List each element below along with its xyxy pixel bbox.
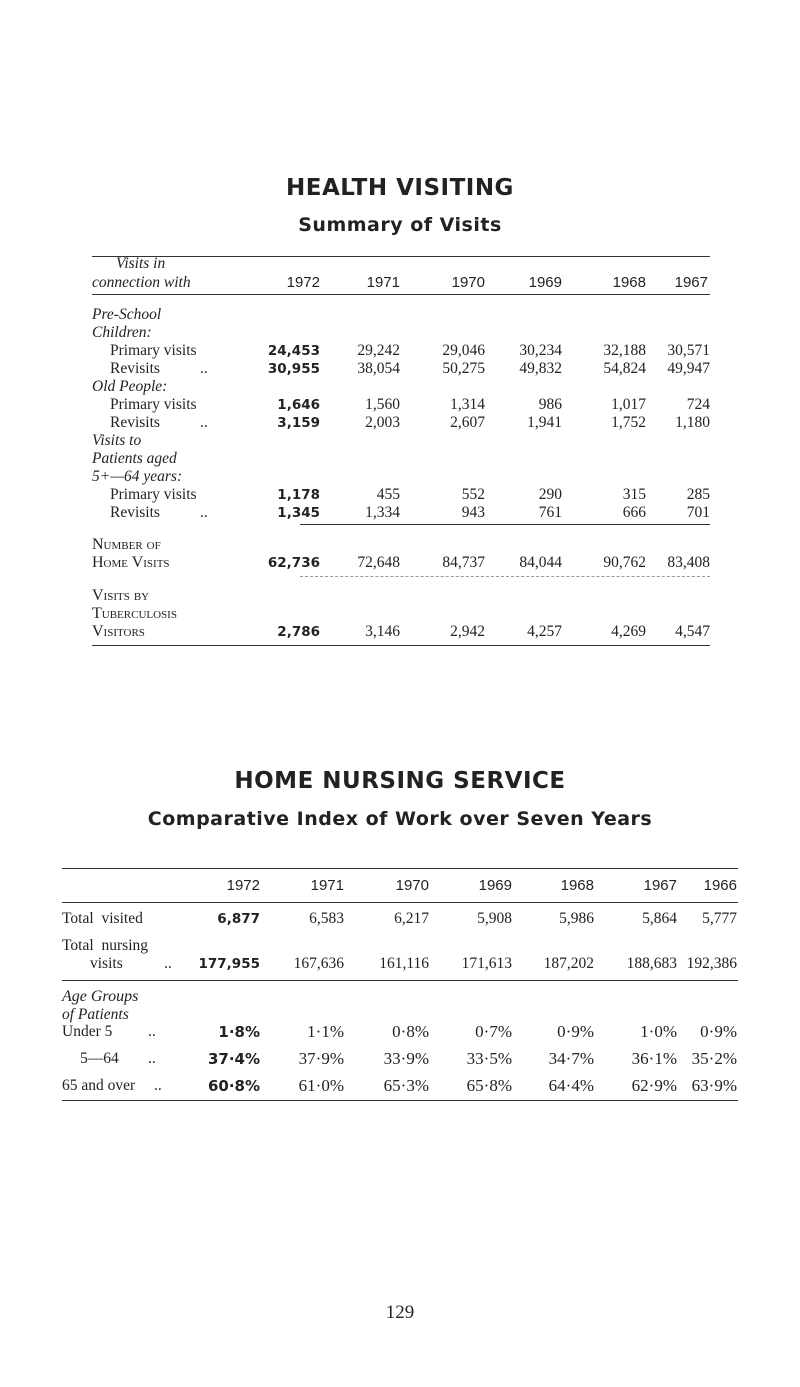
row-pt-primary-1971: 455: [376, 486, 400, 503]
total-visited-1970: 6,217: [394, 910, 429, 927]
row-pt-revisits-1971: 1,334: [365, 504, 400, 521]
tb-visits-1971: 3,146: [365, 623, 400, 640]
total-nursing-label-line2: visits: [90, 955, 123, 972]
tb-visits-1968: 4,269: [611, 623, 646, 640]
age-65over-1967: 62·9%: [631, 1076, 677, 1095]
total-nursing-1966: 192,386: [686, 955, 737, 972]
age-65over-1970: 65·3%: [383, 1076, 429, 1095]
home-visits-1971: 72,648: [357, 554, 400, 571]
total-visited-1966: 5,777: [702, 910, 737, 927]
row-ps-revisits-label: Revisits: [110, 360, 160, 377]
age-under5-1972: 1·8%: [218, 1023, 260, 1041]
row-op-primary-1971: 1,560: [365, 396, 400, 413]
row-ps-revisits-1969: 49,832: [519, 360, 562, 377]
group-old-people: Old People:: [92, 378, 168, 395]
age-groups-header-line2: of Patients: [62, 1006, 129, 1023]
table1-year-1970: 1970: [451, 274, 485, 291]
row-ps-revisits-1970: 50,275: [442, 360, 485, 377]
home-visits-1969: 84,044: [519, 554, 562, 571]
table1-rule-before-home-visits: [300, 524, 710, 525]
row-ps-revisits-1972: 30,955: [267, 361, 320, 377]
row-pt-primary-1969: 290: [538, 486, 562, 503]
table1-bottom-rule: [92, 645, 710, 646]
row-ps-primary-1970: 29,046: [442, 342, 485, 359]
row-pt-revisits-1969: 761: [538, 504, 562, 521]
home-visits-1968: 90,762: [603, 554, 646, 571]
row-ps-revisits-1968: 54,824: [603, 360, 646, 377]
row-pt-revisits-1968: 666: [622, 504, 646, 521]
total-visited-1971: 6,583: [309, 910, 344, 927]
home-visits-1967: 83,408: [667, 554, 710, 571]
age-5to64-1972: 37·4%: [207, 1050, 260, 1068]
age-65over-1971: 61·0%: [298, 1076, 344, 1095]
group-patients-line1: Visits to: [92, 432, 142, 449]
tb-visits-label-line2: Tuberculosis: [92, 605, 177, 622]
age-under5-label: Under 5: [62, 1023, 113, 1040]
age-5to64-1968: 34·7%: [548, 1049, 594, 1068]
group-preschool-line1: Pre-School: [92, 306, 162, 323]
age-under5-1968: 0·9%: [557, 1022, 594, 1041]
age-under5-1969: 0·7%: [475, 1022, 512, 1041]
row-op-primary-label: Primary visits: [110, 396, 197, 413]
group-patients-line2: Patients aged: [92, 450, 177, 467]
age-65over-dots: ..: [154, 1077, 162, 1094]
health-visiting-title: HEALTH VISITING: [286, 175, 514, 201]
age-under5-1970: 0·8%: [392, 1022, 429, 1041]
tb-visits-1972: 2,786: [277, 624, 320, 640]
age-5to64-1971: 37·9%: [298, 1049, 344, 1068]
age-5to64-1970: 33·9%: [383, 1049, 429, 1068]
tb-visits-1969: 4,257: [527, 623, 562, 640]
table1-year-1972: 1972: [286, 274, 320, 291]
age-5to64-1966: 35·2%: [691, 1049, 737, 1068]
age-under5-dots: ..: [148, 1023, 156, 1040]
row-pt-revisits-dots: ..: [200, 504, 208, 521]
total-visited-1969: 5,908: [477, 910, 512, 927]
age-65over-1972: 60·8%: [207, 1077, 260, 1095]
table2-year-1966: 1966: [703, 877, 737, 894]
row-ps-revisits-1967: 49,947: [667, 360, 710, 377]
age-5to64-label: 5—64: [80, 1050, 119, 1067]
page-number: 129: [385, 1302, 415, 1323]
age-65over-1966: 63·9%: [691, 1076, 737, 1095]
age-65over-label: 65 and over: [62, 1077, 136, 1094]
row-op-primary-1969: 986: [538, 396, 562, 413]
row-op-primary-1970: 1,314: [450, 396, 485, 413]
row-ps-primary-1969: 30,234: [519, 342, 562, 359]
row-op-primary-1972: 1,646: [277, 397, 320, 413]
total-visited-label: Total visited: [62, 910, 143, 927]
table1-header-label-line1: Visits in: [116, 255, 166, 272]
row-pt-primary-1972: 1,178: [277, 487, 320, 503]
table2-year-1971: 1971: [310, 877, 344, 894]
total-nursing-1971: 167,636: [293, 955, 344, 972]
age-under5-1967: 1·0%: [640, 1022, 677, 1041]
table2-year-1970: 1970: [395, 877, 429, 894]
row-pt-revisits-label: Revisits: [110, 504, 160, 521]
age-65over-1969: 65·8%: [466, 1076, 512, 1095]
age-5to64-dots: ..: [148, 1050, 156, 1067]
home-nursing-title: HOME NURSING SERVICE: [234, 768, 566, 794]
row-op-revisits-1967: 1,180: [675, 414, 710, 431]
total-nursing-1972: 177,955: [198, 956, 260, 972]
table2-year-1967: 1967: [643, 877, 677, 894]
home-visits-1972: 62,736: [267, 555, 320, 571]
row-ps-revisits-dots: ..: [200, 360, 208, 377]
home-nursing-subtitle: Comparative Index of Work over Seven Years: [147, 808, 653, 830]
age-65over-1968: 64·4%: [548, 1076, 594, 1095]
row-pt-primary-label: Primary visits: [110, 486, 197, 503]
row-pt-revisits-1970: 943: [461, 504, 485, 521]
row-op-revisits-1972: 3,159: [277, 415, 320, 431]
group-preschool-line2: Children:: [92, 324, 152, 341]
table1-year-1967: 1967: [674, 274, 708, 291]
row-op-revisits-1971: 2,003: [365, 414, 400, 431]
total-nursing-1970: 161,116: [379, 955, 429, 972]
table2-year-1972: 1972: [226, 877, 260, 894]
row-op-primary-1968: 1,017: [611, 396, 646, 413]
table1-year-1968: 1968: [612, 274, 646, 291]
row-pt-primary-1968: 315: [622, 486, 646, 503]
row-pt-primary-1970: 552: [461, 486, 485, 503]
row-ps-primary-1967: 30,571: [667, 342, 710, 359]
total-nursing-1969: 171,613: [461, 955, 512, 972]
table1-dashed-rule: [300, 576, 710, 577]
row-op-primary-1967: 724: [686, 396, 710, 413]
tb-visits-label-line1: Visits by: [92, 587, 150, 604]
table1-header-rule: [92, 294, 710, 295]
row-ps-primary-1971: 29,242: [357, 342, 400, 359]
table2-year-1968: 1968: [560, 877, 594, 894]
tb-visits-1970: 2,942: [450, 623, 485, 640]
row-ps-revisits-1971: 38,054: [357, 360, 400, 377]
tb-visits-label-line3: Visitors: [92, 623, 145, 640]
row-pt-revisits-1967: 701: [686, 504, 710, 521]
total-visited-1967: 5,864: [642, 910, 677, 927]
age-5to64-1967: 36·1%: [631, 1049, 677, 1068]
total-visited-1972: 6,877: [217, 911, 260, 927]
table1-year-1969: 1969: [528, 274, 562, 291]
table2-header-rule: [62, 902, 738, 903]
health-visiting-subtitle: Summary of Visits: [298, 214, 502, 236]
table1-top-rule: [92, 256, 710, 257]
table2-middle-rule: [62, 980, 738, 981]
table2-year-1969: 1969: [478, 877, 512, 894]
row-ps-primary-1968: 32,188: [603, 342, 646, 359]
total-visited-1968: 5,986: [559, 910, 594, 927]
total-nursing-1967: 188,683: [626, 955, 677, 972]
group-patients-line3: 5+—64 years:: [92, 468, 183, 485]
age-5to64-1969: 33·5%: [466, 1049, 512, 1068]
age-groups-header-line1: Age Groups: [62, 988, 139, 1005]
home-visits-label-line2: Home Visits: [92, 554, 170, 571]
age-under5-1971: 1·1%: [307, 1022, 344, 1041]
total-nursing-label-line1: Total nursing: [62, 937, 149, 954]
row-op-revisits-1969: 1,941: [527, 414, 562, 431]
row-op-revisits-1970: 2,607: [450, 414, 485, 431]
row-pt-revisits-1972: 1,345: [277, 505, 320, 521]
total-nursing-1968: 187,202: [543, 955, 594, 972]
total-nursing-dots: ..: [164, 955, 172, 972]
row-op-revisits-label: Revisits: [110, 414, 160, 431]
tb-visits-1967: 4,547: [675, 623, 710, 640]
row-ps-primary-label: Primary visits: [110, 342, 197, 359]
table2-top-rule: [62, 868, 738, 869]
table1-year-1971: 1971: [366, 274, 400, 291]
row-pt-primary-1967: 285: [686, 486, 710, 503]
table2-bottom-rule: [62, 1100, 738, 1101]
home-visits-label-line1: Number of: [92, 536, 161, 553]
row-op-revisits-1968: 1,752: [611, 414, 646, 431]
age-under5-1966: 0·9%: [700, 1022, 737, 1041]
row-op-revisits-dots: ..: [200, 414, 208, 431]
row-ps-primary-1972: 24,453: [267, 343, 320, 359]
table1-header-label-line2: connection with: [92, 274, 191, 291]
home-visits-1970: 84,737: [442, 554, 485, 571]
